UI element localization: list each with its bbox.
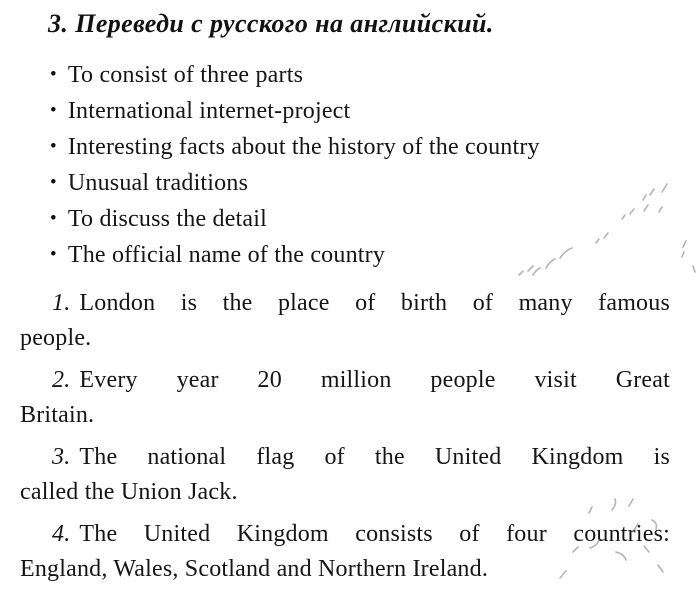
bullet-icon: • xyxy=(50,64,57,85)
list-item xyxy=(50,93,700,129)
sentence-number: 3. xyxy=(52,444,71,470)
sentence-1 xyxy=(20,286,670,356)
list-item xyxy=(50,165,700,201)
list-item xyxy=(50,237,700,273)
sentence-4 xyxy=(20,517,670,587)
sentence-line: people. xyxy=(20,325,92,351)
sentence-number: 2. xyxy=(52,367,71,393)
list-item xyxy=(50,201,700,237)
sentence-text: The United Kingdom consists of four countries: xyxy=(79,521,670,547)
sentence-3 xyxy=(20,440,670,510)
bullet-text: Unusual traditions xyxy=(67,170,249,196)
sentence-text: The national flag of the United Kingdom is xyxy=(79,444,670,470)
sentence-line: England, Wales, Scotland and Northern Ireland. xyxy=(20,556,489,582)
bullet-icon: • xyxy=(50,100,57,121)
bullet-icon: • xyxy=(50,136,57,157)
sentence-line: called the Union Jack. xyxy=(20,479,238,505)
bullet-text: International internet-project xyxy=(67,98,351,124)
bullet-icon: • xyxy=(50,172,57,193)
exercise-title: 3. Переведи с русского на английский. xyxy=(48,9,494,38)
bullet-text: Interesting facts about the history of the country xyxy=(67,134,540,160)
sentence-line xyxy=(20,517,670,552)
list-item xyxy=(50,129,700,165)
sentence-number: 1. xyxy=(52,290,71,316)
bullet-text: To discuss the detail xyxy=(67,206,268,232)
sentence-line: Britain. xyxy=(20,402,95,428)
bullet-text: The official name of the country xyxy=(67,242,386,268)
sentence-2 xyxy=(20,363,670,433)
bullet-icon: • xyxy=(50,244,57,265)
bullet-icon: • xyxy=(50,208,57,229)
sentence-number: 4. xyxy=(52,521,71,547)
list-item xyxy=(50,57,700,93)
sentence-line xyxy=(20,286,670,321)
sentence-line xyxy=(20,440,670,475)
phrase-bullet-list xyxy=(50,57,700,273)
sentence-text: Every year 20 million people visit Great xyxy=(79,367,670,393)
sentence-text: London is the place of birth of many famous xyxy=(79,290,670,316)
numbered-sentences xyxy=(0,286,700,587)
bullet-text: To consist of three parts xyxy=(67,62,304,88)
sentence-line xyxy=(20,363,670,398)
